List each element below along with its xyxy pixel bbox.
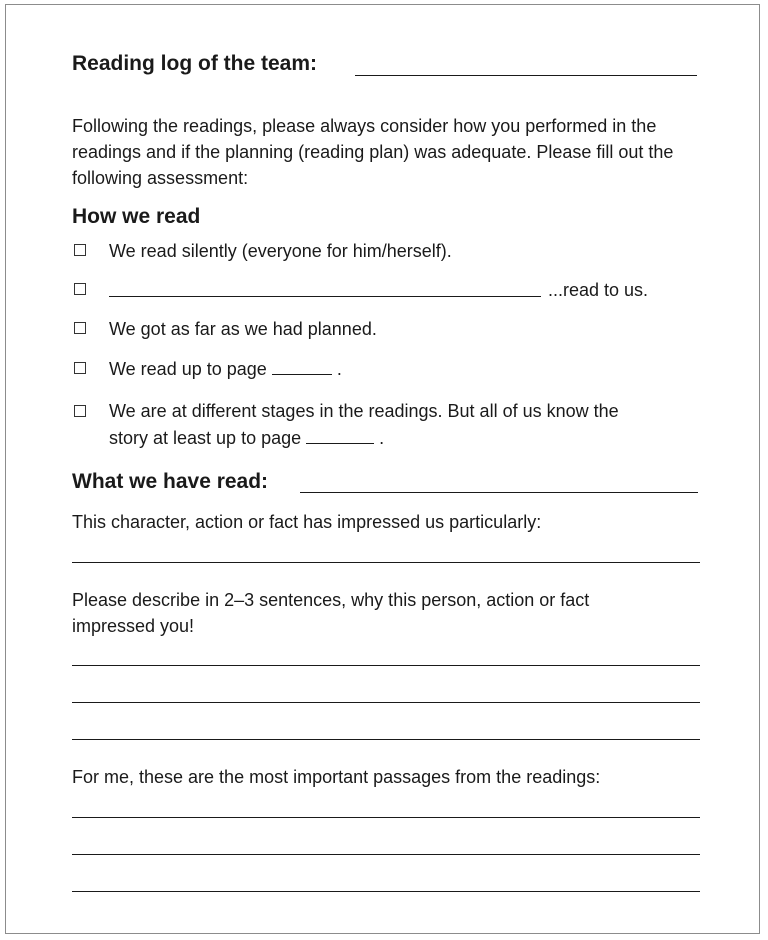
period: .	[379, 428, 385, 448]
option-as-planned-label: We got as far as we had planned.	[109, 319, 377, 339]
option-read-up-to-page-label: We read up to page	[109, 359, 267, 379]
checkbox-read-silently[interactable]	[74, 244, 86, 256]
answer-line[interactable]	[72, 739, 700, 740]
page-title	[72, 52, 317, 76]
checkbox-read-to-us[interactable]	[74, 283, 86, 295]
answer-line[interactable]	[72, 891, 700, 892]
how-we-read-heading: How we read	[72, 205, 201, 228]
passages-prompt: For me, these are the most important passages from the readings:	[72, 767, 601, 787]
team-name-field[interactable]	[355, 75, 697, 76]
option-different-stages-line1: We are at different stages in the readings. But all of us know the	[109, 401, 619, 421]
checkbox-as-planned[interactable]	[74, 322, 86, 334]
checkbox-different-stages[interactable]	[74, 405, 86, 417]
checkbox-read-up-to-page[interactable]	[74, 362, 86, 374]
option-read-up-to-page	[109, 356, 342, 382]
describe-prompt-line2: impressed you!	[72, 616, 195, 636]
reader-name-field[interactable]	[109, 296, 541, 297]
answer-line[interactable]	[72, 665, 700, 666]
period: .	[336, 359, 342, 379]
book-title-field[interactable]	[300, 492, 698, 493]
answer-line[interactable]	[72, 854, 700, 855]
intro-paragraph: Following the readings, please always consider how you performed in the readings and if the planning (reading plan) was adequate. Please fill out the following assessment:	[72, 116, 674, 188]
what-we-read-heading: What we have read:	[72, 470, 269, 493]
answer-line[interactable]	[72, 562, 700, 563]
option-read-silently-label: We read silently (everyone for him/herself).	[109, 241, 452, 261]
option-different-stages-line2	[109, 425, 384, 451]
impressed-prompt: This character, action or fact has impressed us particularly:	[72, 512, 542, 532]
page-number-field[interactable]	[272, 356, 332, 375]
min-page-field[interactable]	[306, 425, 374, 444]
answer-line[interactable]	[72, 817, 700, 818]
option-read-to-us-label: ...read to us.	[548, 280, 649, 300]
describe-prompt-line1: Please describe in 2–3 sentences, why this person, action or fact	[72, 590, 590, 610]
answer-line[interactable]	[72, 702, 700, 703]
page-title-text: Reading log of the team:	[72, 52, 318, 75]
option-different-stages-label: story at least up to page	[109, 428, 302, 448]
